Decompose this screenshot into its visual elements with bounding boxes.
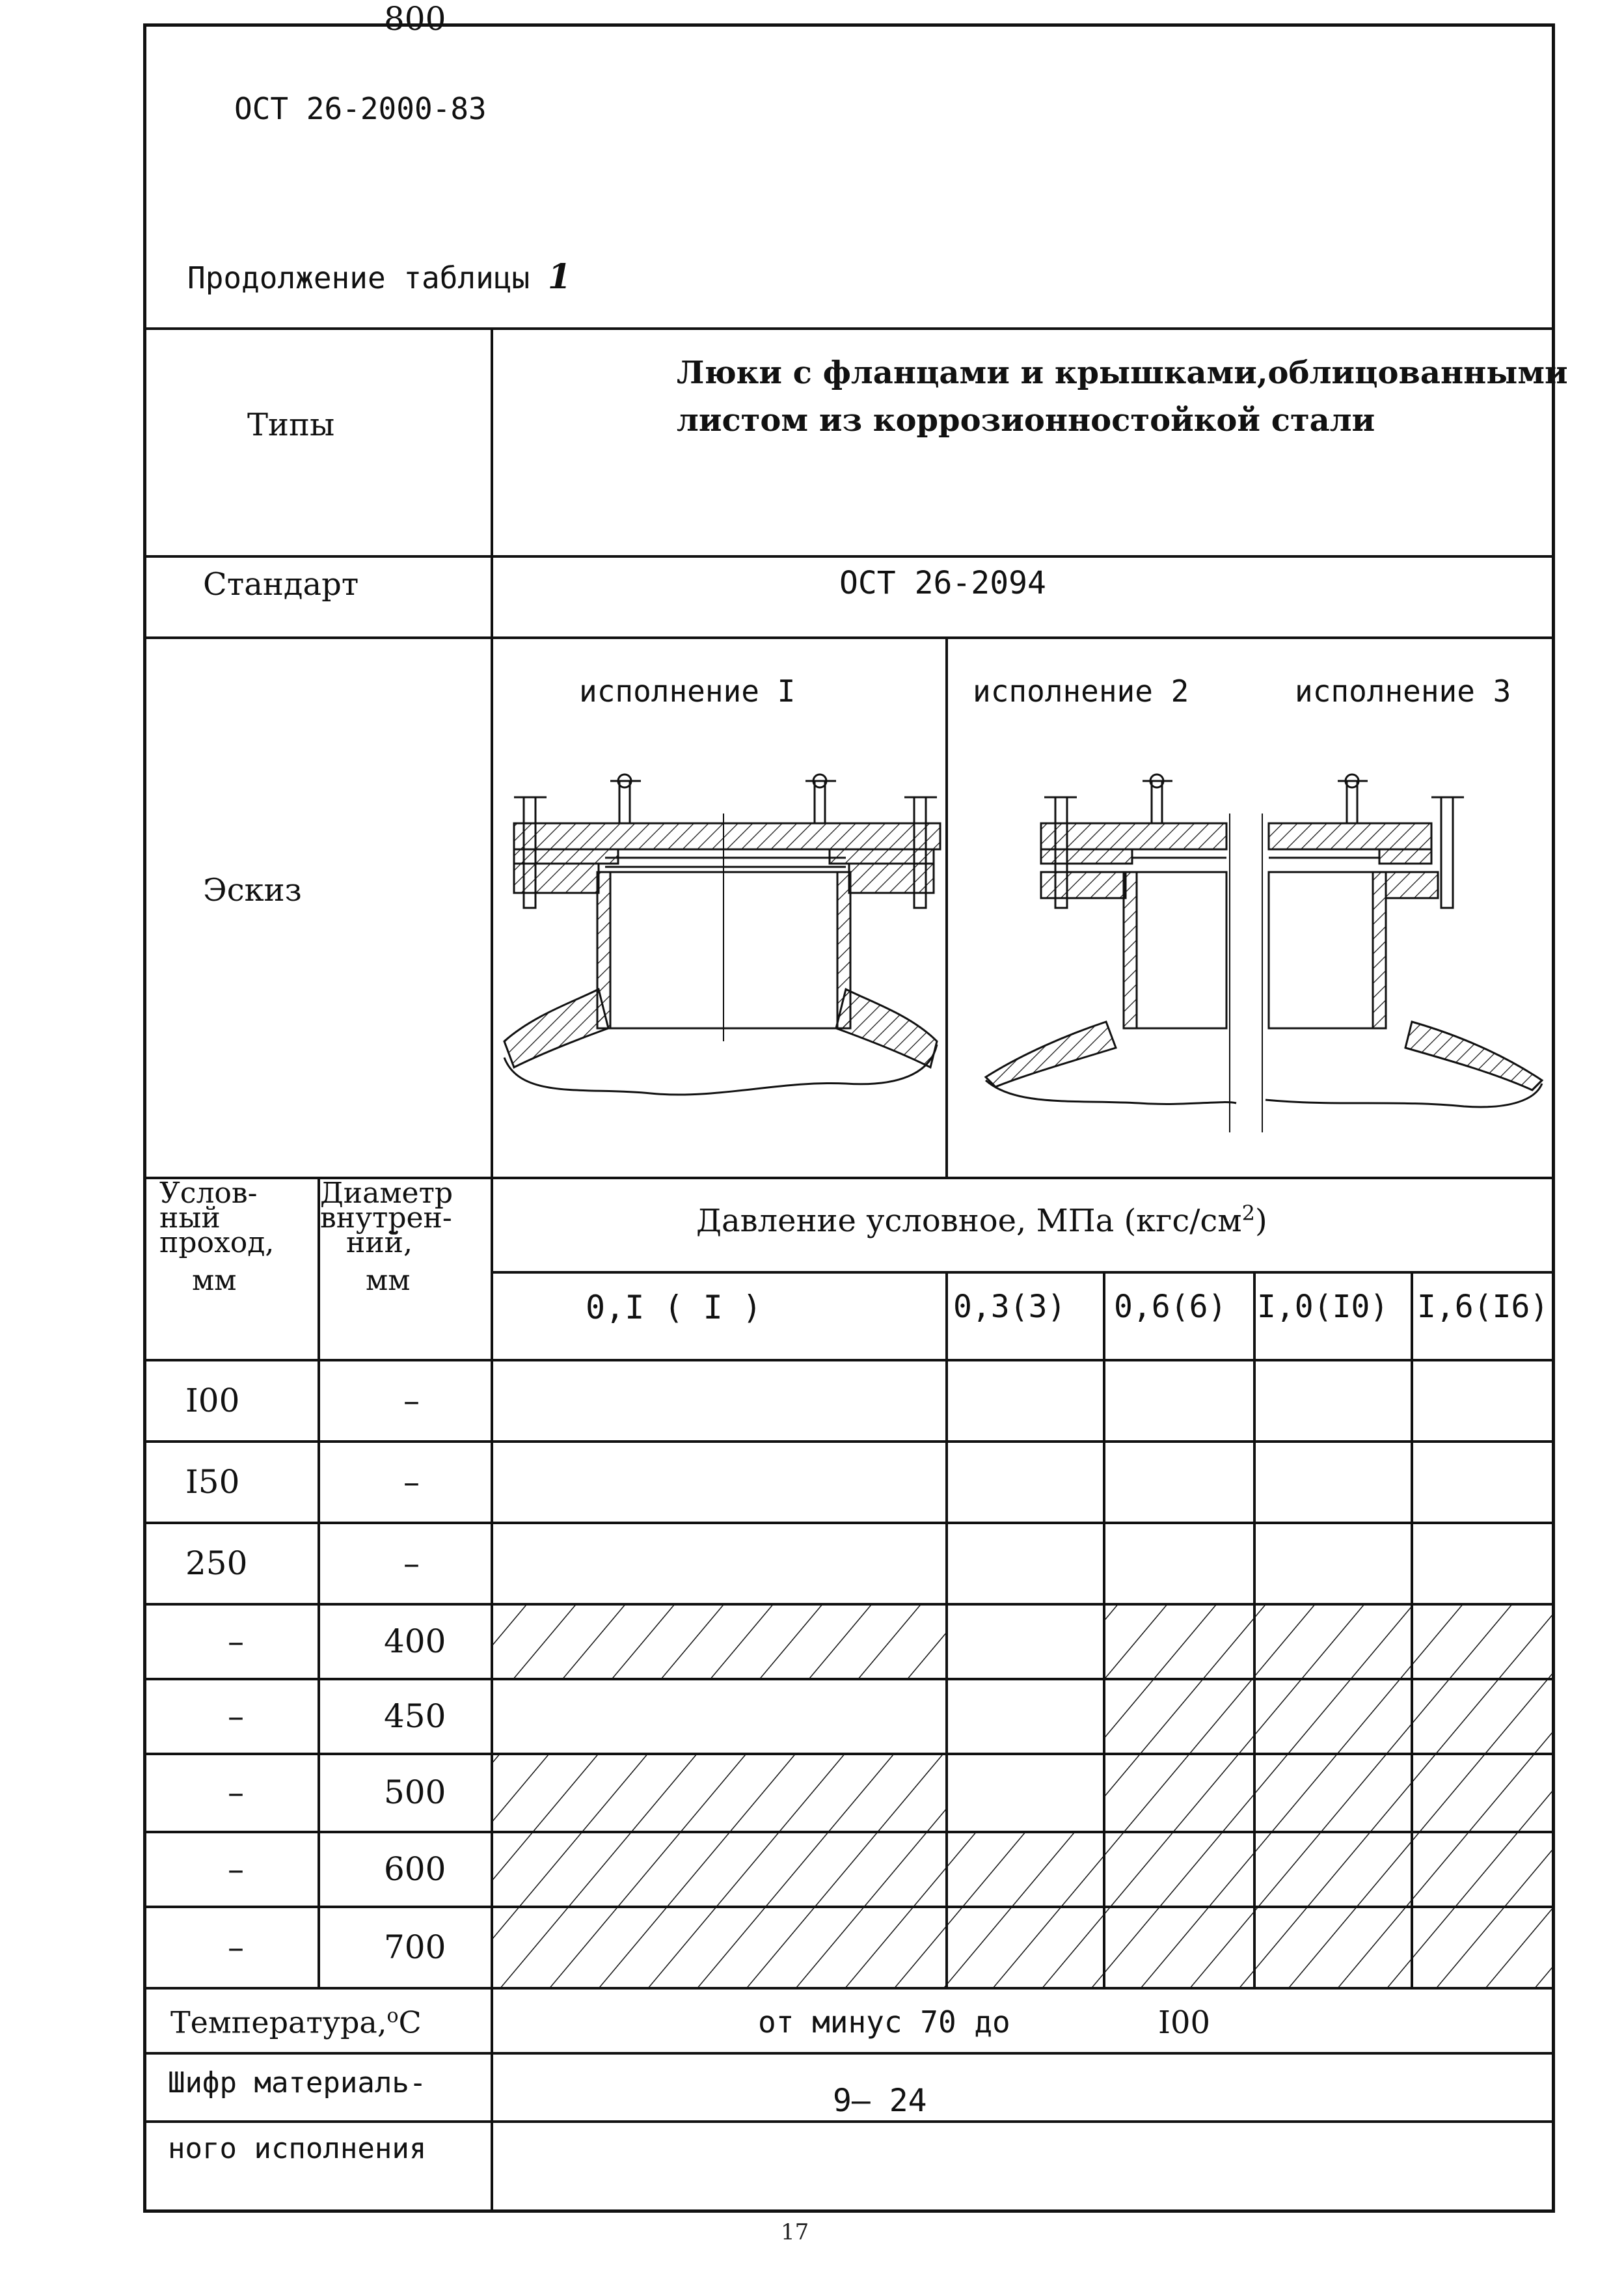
table-cell-inner-diameter: – — [403, 1381, 420, 1419]
sketch-variant-3 — [1262, 774, 1542, 1132]
sketch-variant-2-label: исполнение 2 — [973, 674, 1189, 709]
hatched-cell — [1104, 1907, 1254, 1988]
hatched-cell — [492, 1907, 947, 1988]
hatched-cell — [1254, 1832, 1412, 1907]
hatched-cell — [1104, 1832, 1254, 1907]
table-cell-nominal-bore: I00 — [185, 1381, 240, 1419]
pressure-value-0-3: 0,3(3) — [953, 1289, 1066, 1325]
table-cell-nominal-bore: 250 — [185, 1544, 248, 1582]
table-cell-inner-diameter: 450 — [384, 1697, 446, 1735]
hatched-cell — [492, 1604, 947, 1679]
table-cell-inner-diameter: 700 — [384, 1928, 446, 1966]
standard-value: ОСТ 26-2094 — [839, 565, 1046, 601]
table-cell-nominal-bore: – — [228, 1928, 244, 1966]
col-header-inner-diameter: Диаметр внутрен- ний, мм — [320, 1177, 453, 1297]
hatched-cell — [1412, 1754, 1554, 1832]
row-label-standard: Стандарт — [203, 566, 359, 603]
sketch-variant-1-label: исполнение I — [579, 674, 796, 709]
hatched-cell — [1254, 1907, 1412, 1988]
table-cell-inner-diameter: 800 — [384, 0, 446, 38]
types-value-line1: Люки с фланцами и крышками,облицованными — [677, 355, 1568, 391]
document-code: ОСТ 26-2000-83 — [234, 91, 487, 126]
temperature-value-max: I00 — [1158, 2004, 1211, 2041]
pressure-value-0-1: 0,I ( I ) — [586, 1289, 762, 1326]
table-cell-nominal-bore: – — [228, 1850, 244, 1888]
sketch-variant-2 — [986, 774, 1236, 1132]
hatched-cell — [1254, 1754, 1412, 1832]
hatched-cells-layer — [492, 1604, 1554, 1988]
hatched-cell — [947, 1907, 1104, 1988]
row-label-types: Типы — [247, 407, 335, 443]
hatched-cell — [1412, 1907, 1554, 1988]
hatched-cell — [1104, 1754, 1254, 1832]
hatched-cell — [1412, 1679, 1554, 1754]
material-label-line1: Шифр материаль- — [168, 2066, 427, 2099]
hatched-cell — [492, 1832, 947, 1907]
row-label-sketch: Эскиз — [203, 872, 302, 909]
hatched-cell — [947, 1832, 1104, 1907]
table-cell-inner-diameter: 600 — [384, 1850, 446, 1888]
table-cell-inner-diameter: 400 — [384, 1622, 446, 1660]
col-header-nominal-bore: Услов- ный проход, мм — [159, 1177, 275, 1297]
hatched-cell — [1254, 1679, 1412, 1754]
table-cell-nominal-bore: – — [228, 1622, 244, 1660]
material-label-line2: ного исполнения — [168, 2132, 427, 2165]
table-cell-nominal-bore: I50 — [185, 1462, 240, 1501]
pressure-value-1-0: I,0(I0) — [1257, 1289, 1389, 1325]
hatched-cell — [1104, 1679, 1254, 1754]
continuation-text: Продолжение таблицы — [187, 260, 530, 295]
hatched-cell — [1104, 1604, 1254, 1679]
pressure-header: Давление условное, МПа $(кгс/см^2)$ — [696, 1201, 1267, 1239]
table-cell-nominal-bore: – — [228, 1773, 244, 1811]
table-number: 1 — [547, 257, 572, 297]
table-cell-inner-diameter: – — [403, 1462, 420, 1501]
sketch-variant-1 — [504, 774, 940, 1095]
sketch-variant-3-label: исполнение 3 — [1295, 674, 1511, 709]
hatched-cell — [1412, 1604, 1554, 1679]
material-value: 9– 24 — [833, 2083, 927, 2119]
types-value-line2: листом из коррозионностойкой стали — [677, 402, 1375, 439]
table-cell-inner-diameter: – — [403, 1544, 420, 1582]
hatched-cell — [1412, 1832, 1554, 1907]
temperature-value-prefix: от минус 70 до — [758, 2004, 1010, 2040]
page-mark: 17 — [781, 2219, 809, 2245]
pressure-value-1-6: I,6(I6) — [1417, 1289, 1549, 1325]
temperature-label: Температура,$^o$C — [170, 2004, 422, 2040]
table-cell-nominal-bore: – — [228, 1697, 244, 1735]
hatched-cell — [1254, 1604, 1412, 1679]
hatched-cell — [492, 1754, 947, 1832]
pressure-value-0-6: 0,6(6) — [1114, 1289, 1227, 1325]
table-cell-inner-diameter: 500 — [384, 1773, 446, 1811]
